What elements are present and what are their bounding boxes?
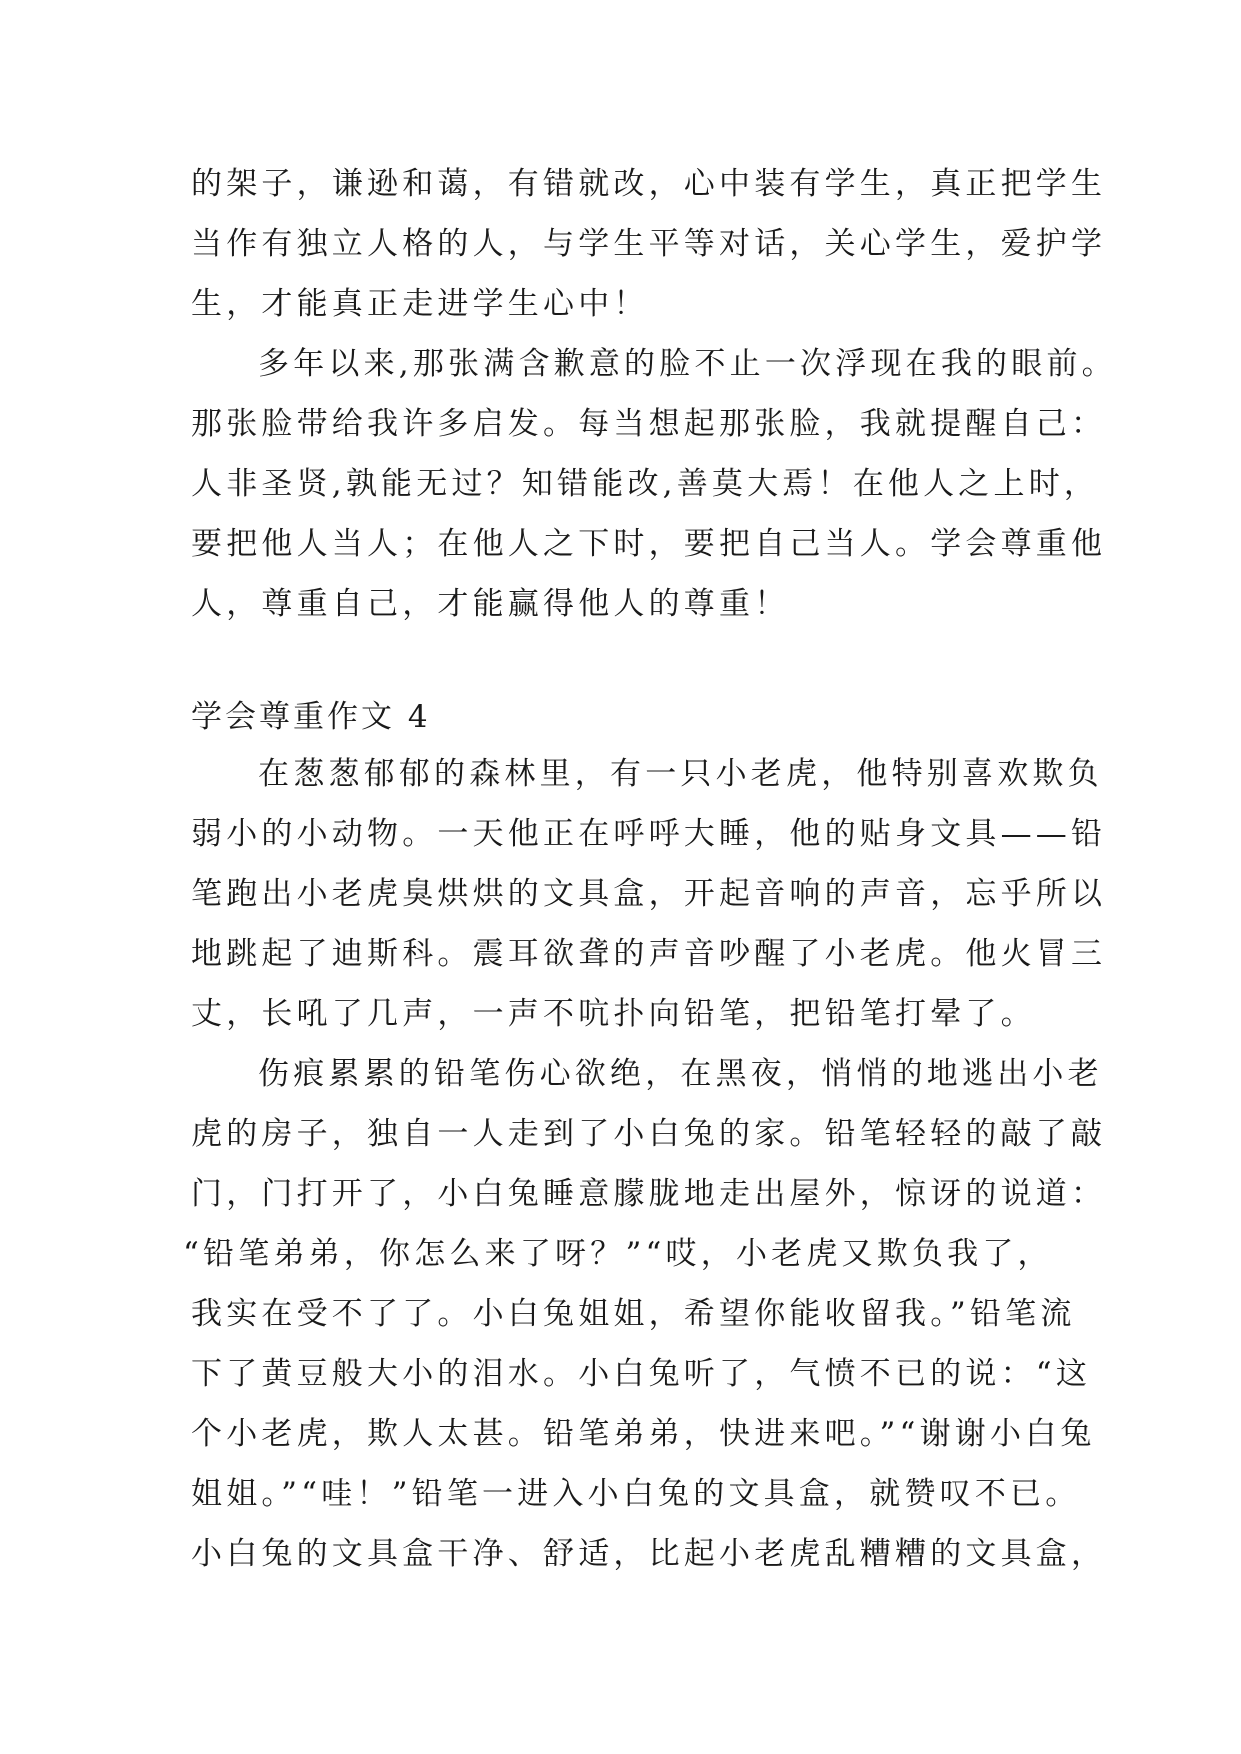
paragraph-line: 虎的房子，独自一人走到了小白兔的家。铅笔轻轻的敲了敲 [191,1116,1107,1152]
paragraph-line: 弱小的小动物。一天他正在呼呼大睡，他的贴身文具——铅 [191,816,1107,852]
paragraph-line: 门，门打开了，小白兔睡意朦胧地走出屋外，惊讶的说道： [191,1176,1107,1212]
paragraph-line: 笔跑出小老虎臭烘烘的文具盒，开起音响的声音，忘乎所以 [191,876,1107,912]
paragraph-line: 的架子，谦逊和蔼，有错就改，心中装有学生，真正把学生 [191,166,1107,202]
paragraph-line: 地跳起了迪斯科。震耳欲聋的声音吵醒了小老虎。他火冒三 [191,936,1107,972]
paragraph-line: 生，才能真正走进学生心中！ [191,286,649,322]
paragraph-line: 那张脸带给我许多启发。每当想起那张脸，我就提醒自己： [191,406,1107,442]
paragraph-line: 个小老虎，欺人太甚。铅笔弟弟，快进来吧。”“谢谢小白兔 [191,1416,1096,1452]
paragraph-line: 要把他人当人；在他人之下时，要把自己当人。学会尊重他 [191,526,1107,562]
paragraph-line: 我实在受不了了。小白兔姐姐，希望你能收留我。”铅笔流 [191,1296,1076,1332]
section-heading: 学会尊重作文 4 [191,699,431,735]
paragraph-line: 伤痕累累的铅笔伤心欲绝，在黑夜，悄悄的地逃出小老 [258,1056,1103,1092]
paragraph-line: 下了黄豆般大小的泪水。小白兔听了，气愤不已的说：“这 [191,1356,1092,1392]
paragraph-line: 丈，长吼了几声，一声不吭扑向铅笔，把铅笔打晕了。 [191,996,1036,1032]
paragraph-line: 姐姐。”“哇！”铅笔一进入小白兔的文具盒，就赞叹不已。 [191,1476,1081,1512]
paragraph-line: 人非圣贤,孰能无过？知错能改,善莫大焉！在他人之上时， [191,466,1100,502]
paragraph-line: 多年以来,那张满含歉意的脸不止一次浮现在我的眼前。 [258,346,1117,382]
paragraph-line: 当作有独立人格的人，与学生平等对话，关心学生，爱护学 [191,226,1107,262]
paragraph-line: 小白兔的文具盒干净、舒适，比起小老虎乱糟糟的文具盒， [191,1536,1107,1572]
paragraph-line: 人，尊重自己，才能赢得他人的尊重！ [191,586,790,622]
paragraph-line: “铅笔弟弟，你怎么来了呀？”“哎，小老虎又欺负我了， [183,1236,1053,1272]
paragraph-line: 在葱葱郁郁的森林里，有一只小老虎，他特别喜欢欺负 [258,756,1103,792]
